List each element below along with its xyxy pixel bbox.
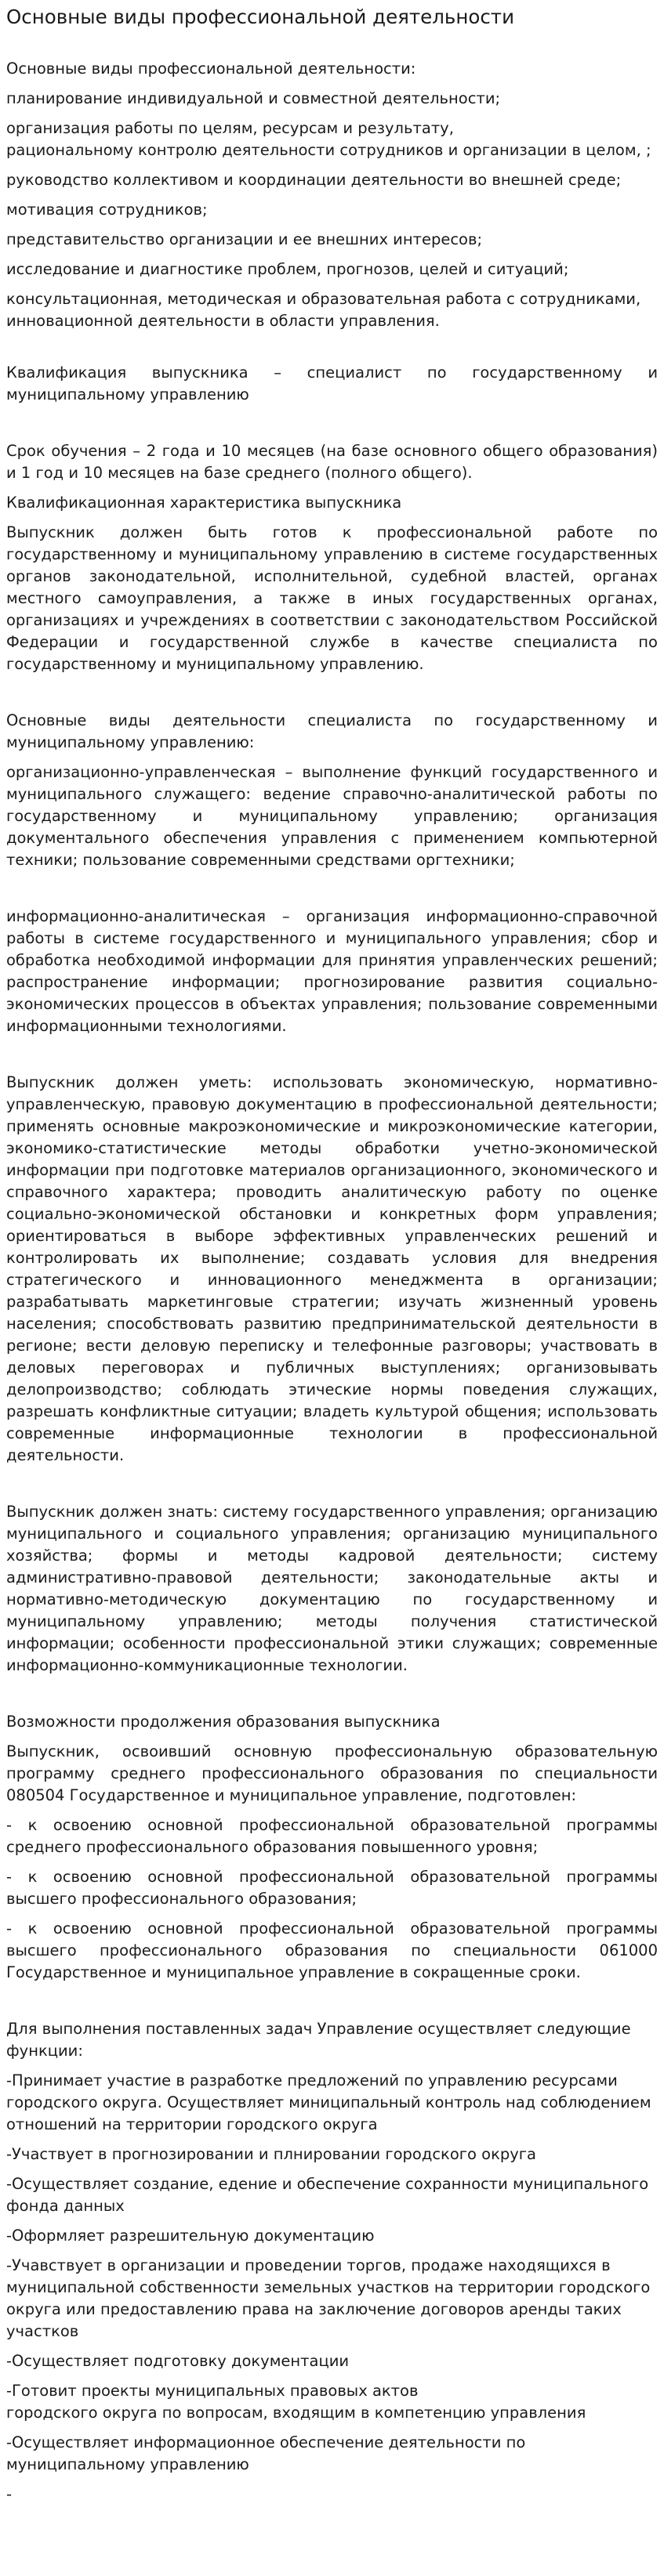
characteristic-heading: Квалификационная характеристика выпускника xyxy=(6,494,402,512)
qualification-text: Квалификация выпускника – специалист по государственному и муниципальному управлению xyxy=(6,364,658,403)
functions-heading: Для выполнения поставленных задач Управление осуществляет следующие функции: xyxy=(6,2020,631,2060)
activity-item: организация работы по целям, ресурсам и результату, рациональному контролю деятельности сотрудников и организации в целом, ; xyxy=(6,119,651,159)
activity-item: консультационная, методическая и образовательная работа с сотрудниками, инновационной деятельности в области управления. xyxy=(6,290,641,330)
specialist-org-text: организационно-управленческая – выполнение функций государственного и муниципального служащего: ведение справочно-аналитической работы по государственному и муниципальному управлению; организация документального обеспечения управления с применением компьютерной техники; пользование современными средствами оргтехники; xyxy=(6,763,658,869)
function-item: -Оформляет разрешительную документацию xyxy=(6,2227,375,2245)
page-title: Основные виды профессиональной деятельности xyxy=(6,5,515,28)
activity-item: руководство коллективом и координации деятельности во внешней среде; xyxy=(6,171,622,189)
continuation-heading: Возможности продолжения образования выпускника xyxy=(6,1713,441,1731)
continuation-intro: Выпускник, освоивший основную профессиональную образовательную программу среднего профессионального образования по специальности 080504 Государственное и муниципальное управление, подготовлен: xyxy=(6,1742,658,1804)
activities-heading: Основные виды профессиональной деятельности: xyxy=(6,60,416,78)
characteristic-text: Выпускник должен быть готов к профессиональной работе по государственному и муниципальному управлению в системе государственных органов законодательной, исполнительной, судебной властей, органах местного самоуправления, а также в иных государственных органах, организациях и учреждениях в соответствии с законодательством Российской Федерации и государственной службе в качестве специалиста по государственному и муниципальному управлению. xyxy=(6,523,658,673)
continuation-item: - к освоению основной профессиональной образовательной программы среднего профессионального образования повышенного уровня; xyxy=(6,1816,658,1856)
activity-item: исследование и диагностике проблем, прогнозов, целей и ситуаций; xyxy=(6,260,569,278)
activity-item: представительство организации и ее внешних интересов; xyxy=(6,230,483,248)
function-item: -Осуществляет подготовку документации xyxy=(6,2352,350,2370)
activity-item: планирование индивидуальной и совместной деятельности; xyxy=(6,89,501,107)
document-page xyxy=(0,3,664,2576)
specialist-heading: Основные виды деятельности специалиста по государственному и муниципальному управлению: xyxy=(6,711,658,751)
function-item: -Учавствует в организации и проведении торгов, продаже находящихся в муниципальной собственности земельных участков на территории городского округа или предоставлению права на заключение договоров аренды таких участков xyxy=(6,2256,651,2340)
activity-item: мотивация сотрудников; xyxy=(6,201,208,219)
function-item: -Принимает участие в разработке предложений по управлению ресурсами городского округа. Осуществляет миниципальный контроль над соблюдением отношений на территории городского округа xyxy=(6,2071,651,2133)
continuation-item: - к освоению основной профессиональной образовательной программы высшего профессионального образования; xyxy=(6,1868,658,1908)
specialist-info-text: информационно-аналитическая – организация информационно-справочной работы в системе государственного и муниципального управления; сбор и обработка необходимой информации для принятия управленческих решений; распространение информации; прогнозирование развития социально-экономических процессов в объектах управления; пользование современными информационными технологиями. xyxy=(6,907,658,1035)
functions-section xyxy=(6,2018,658,2505)
knowledge-text: Выпускник должен знать: систему государственного управления; организацию муниципального и социального управления; организацию муниципального хозяйства; формы и методы кадровой деятельности; систему административно-правовой деятельности; законодательные акты и нормативно-методическую документацию по государственному и муниципальному управлению; методы получения статистической информации; особенности профессиональной этики служащих; современные информационно-коммуникационные технологии. xyxy=(6,1503,658,1674)
continuation-section xyxy=(6,1711,658,1984)
function-item: -Осуществляет создание, едение и обеспечение сохранности муниципального фонда данных xyxy=(6,2175,649,2215)
study-term-text: Срок обучения – 2 года и 10 месяцев (на базе основного общего образования) и 1 год и 10 месяцев на базе среднего (полного общего). xyxy=(6,442,658,482)
continuation-item: - к освоению основной профессиональной образовательной программы высшего профессионального образования по специальности 061000 Государственное и муниципальное управление в сокращенные сроки. xyxy=(6,1919,658,1981)
specialist-section xyxy=(6,710,658,1037)
skills-text: Выпускник должен уметь: использовать экономическую, нормативно-управленческую, правовую документацию в профессиональной деятельности; применять основные макроэкономические и микроэкономические категории, экономико-статистические методы обработки учетно-экономической информации при подготовке материалов организационного, экономического и справочного характера; проводить аналитическую работу по оценке социально-экономической обстановки и конкретных форм управления; ориентироваться в выборе эффективных управленческих решений и контролировать их выполнение; создавать условия для внедрения стратегического и инновационного менеджмента в организации; разрабатывать маркетинговые стратегии; изучать жизненный уровень населения; способствовать развитию предпринимательской деятельности в регионе; вести деловую переписку и телефонные разговоры; участвовать в деловых переговорах и публичных выступлениях; организовывать делопроизводство; соблюдать этические нормы поведения служащих, разрешать конфликтные ситуации; владеть культурой общения; использовать современные информационные технологии в профессиональной деятельности. xyxy=(6,1073,658,1464)
characteristic-section xyxy=(6,492,658,675)
function-item: -Участвует в прогнозировании и плнировании городского округа xyxy=(6,2145,536,2163)
activities-section xyxy=(6,58,658,332)
function-item: -Готовит проекты муниципальных правовых актов городского округа по вопросам, входящим в компетенцию управления xyxy=(6,2382,586,2422)
function-item: - xyxy=(6,2485,13,2503)
function-item: -Осуществляет информационное обеспечение деятельности по муниципальному управлению xyxy=(6,2433,526,2473)
